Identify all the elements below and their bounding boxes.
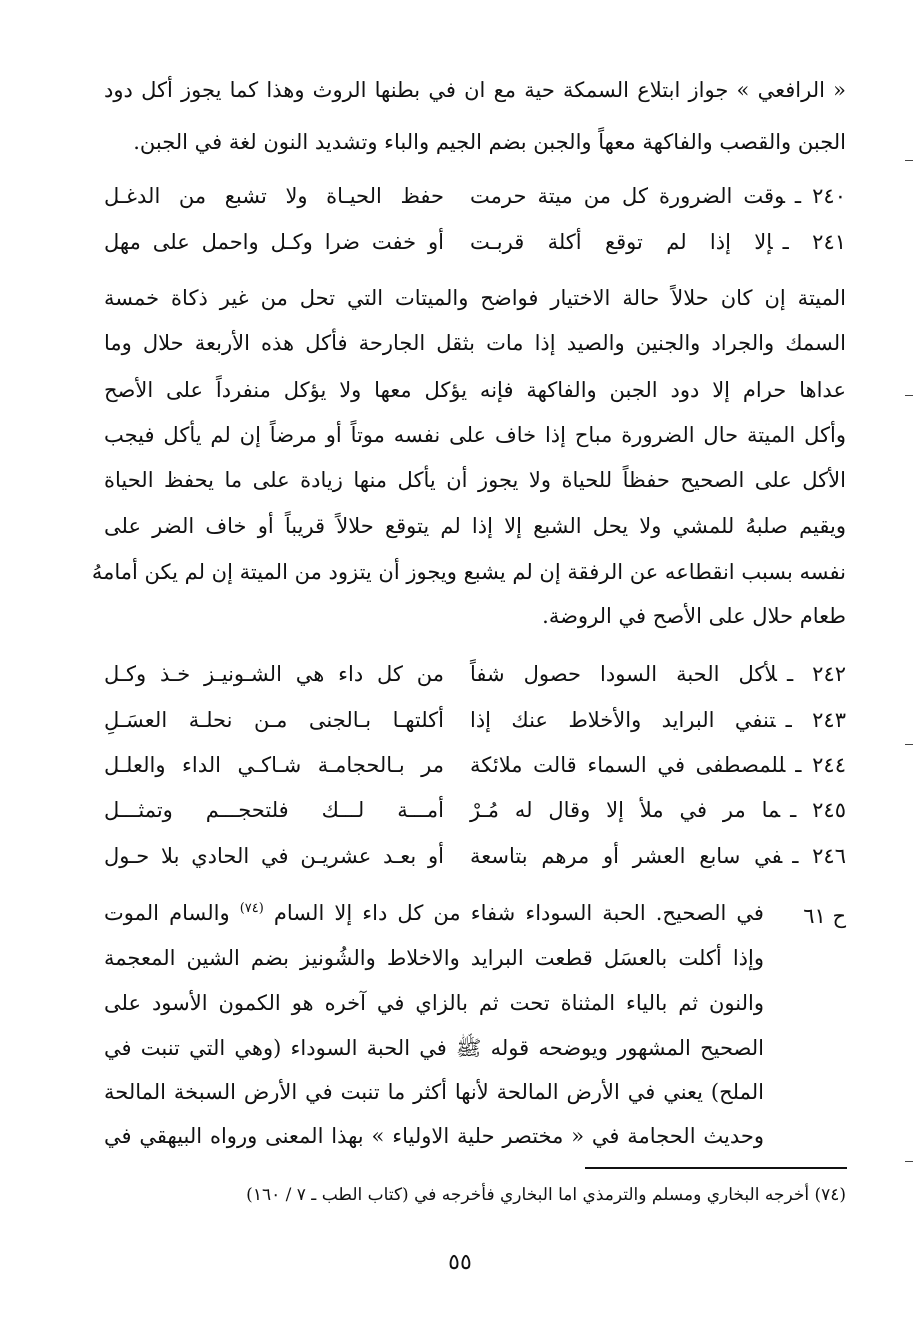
verse-first-hemistich — [470, 710, 846, 731]
verse-text: في سابع العشر أو مرهم بتاسعة — [470, 844, 783, 868]
verse-first-hemistich — [470, 232, 846, 253]
paragraph-line: ويقيم صلبهُ للمشي ولا يحل الشبع إلا إذا لم يتوقع حلالاً قريباً أو خاف الضر على — [104, 514, 846, 538]
paragraph-line: الأكل على الصحيح حفظاً للحياة ولا يجوز أن يأكل منها زيادة على ما يحفظ الحياة — [104, 468, 846, 492]
verse-second-hemistich: حفظ الحيـاة ولا تشبع من الدغـل — [104, 184, 444, 208]
scan-margin-mark — [905, 1161, 913, 1162]
verse-second-hemistich: أكلتهـا بـالجنى مـن نحلـة العسَـلِ — [104, 708, 444, 732]
verse-first-hemistich — [470, 846, 846, 867]
verse-number: ٢٤٦ ـ — [792, 844, 846, 868]
verse-number: ٢٤٢ ـ — [786, 662, 847, 686]
page-number: ٥٥ — [448, 1250, 472, 1275]
scan-margin-mark — [905, 160, 913, 161]
paragraph-line: السمك والجراد والجنين والصيد إذا مات بثقل الجارحة فأكل هذه الأربعة حلال وما — [104, 331, 846, 355]
verse-text: إلا إذا لم توقع أكلة قربـت — [470, 230, 773, 254]
verse-first-hemistich — [470, 186, 846, 207]
note-text: في الصحيح. الحبة السوداء شفاء من كل داء إلا السام — [273, 901, 764, 925]
paragraph-line: الجبن والقصب والفاكهة معهاً والجبن بضم الجيم والباء وتشديد النون لغة في الجبن. — [133, 130, 846, 154]
note-line: وإذا أكلت بالعسَل قطعت البرايد والاخلاط والشُونيز بضم الشين المعجمة — [104, 946, 764, 970]
verse-number: ٢٤٣ ـ — [785, 708, 846, 732]
verse-number: ٢٤٥ ـ — [790, 798, 846, 822]
note-line: الصحيح المشهور ويوضحه قوله ﷺ في الحبة السوداء (وهي التي تنبت في — [104, 1036, 764, 1060]
paragraph-line: عداها حرام إلا دود الجبن والفاكهة فإنه يؤكل معها ولا يؤكل منفرداً على الأصح — [104, 378, 846, 402]
scan-margin-mark — [905, 744, 913, 745]
paragraph-line: طعام حلال على الأصح في الروضة. — [542, 604, 846, 628]
verse-text: للمصطفى في السماء قالت ملائكة — [470, 753, 786, 777]
note-line: الملح) يعني في الأرض المالحة لأنها أكثر ما تنبت في الأرض السبخة المالحة — [104, 1080, 764, 1104]
note-label: ح ٦١ — [803, 904, 846, 928]
paragraph-line: « الرافعي » جواز ابتلاع السمكة حية مع ان في بطنها الروث وهذا كما يجوز أكل دود — [104, 78, 846, 102]
verse-text: تنفي البرايد والأخلاط عنك إذا — [470, 708, 776, 732]
note-line: وحديث الحجامة في « مختصر حلية الاولياء » بهذا المعنى ورواه البيهقي في — [104, 1124, 764, 1148]
note-text: والسام الموت — [104, 901, 230, 925]
verse-second-hemistich: مر بـالحجامـة شـاكـي الداء والعلـل — [104, 753, 444, 777]
scan-margin-mark — [905, 395, 913, 396]
footnote-reference: (٧٤) — [239, 901, 264, 916]
verse-first-hemistich — [470, 664, 846, 685]
paragraph-line: نفسه بسبب انقطاعه عن الرفقة إن لم يشبع ويجوز أن يتزود من الميتة إن لم يكن أمامهُ — [91, 560, 846, 584]
verse-number: ٢٤٤ ـ — [795, 753, 846, 777]
verse-text: لأكل الحبة السودا حصول شفاً — [470, 662, 777, 686]
footnote-text: (٧٤) أخرجه البخاري ومسلم والترمذي اما البخاري فأخرجه في (كتاب الطب ـ ٧ / ١٦٠) — [246, 1185, 846, 1205]
paragraph-line: وأكل الميتة حال الضرورة مباح إذا خاف على نفسه موتاً أو مرضاً إن لم يأكل فيجب — [104, 423, 846, 447]
verse-second-hemistich: أو خفت ضرا وكـل واحمل على مهل — [104, 230, 444, 254]
note-line: والنون ثم بالياء المثناة تحت ثم بالزاي في آخره هو الكمون الأسود على — [104, 991, 764, 1015]
paragraph-line: الميتة إن كان حلالاً حالة الاختيار فواضح والميتات التي تحل من غير ذكاة خمسة — [104, 286, 846, 310]
verse-second-hemistich: أو بعـد عشريـن في الحادي بلا حـول — [104, 844, 444, 868]
verse-number: ٢٤٠ ـ — [794, 184, 846, 208]
verse-first-hemistich — [470, 755, 846, 776]
verse-second-hemistich: من كل داء هي الشـونيـز خـذ وكـل — [104, 662, 444, 686]
note-first-line — [104, 902, 764, 924]
verse-number: ٢٤١ ـ — [782, 230, 847, 254]
footnote-separator — [585, 1167, 847, 1169]
verse-first-hemistich — [470, 800, 846, 821]
verse-text: ما مر في ملأ إلا وقال له مُـرْ — [470, 798, 781, 822]
verse-text: وقت الضرورة كل من ميتة حرمت — [470, 184, 785, 208]
verse-second-hemistich: أمـــة لـــك فلتحجـــم وتمثـــل — [104, 798, 444, 822]
